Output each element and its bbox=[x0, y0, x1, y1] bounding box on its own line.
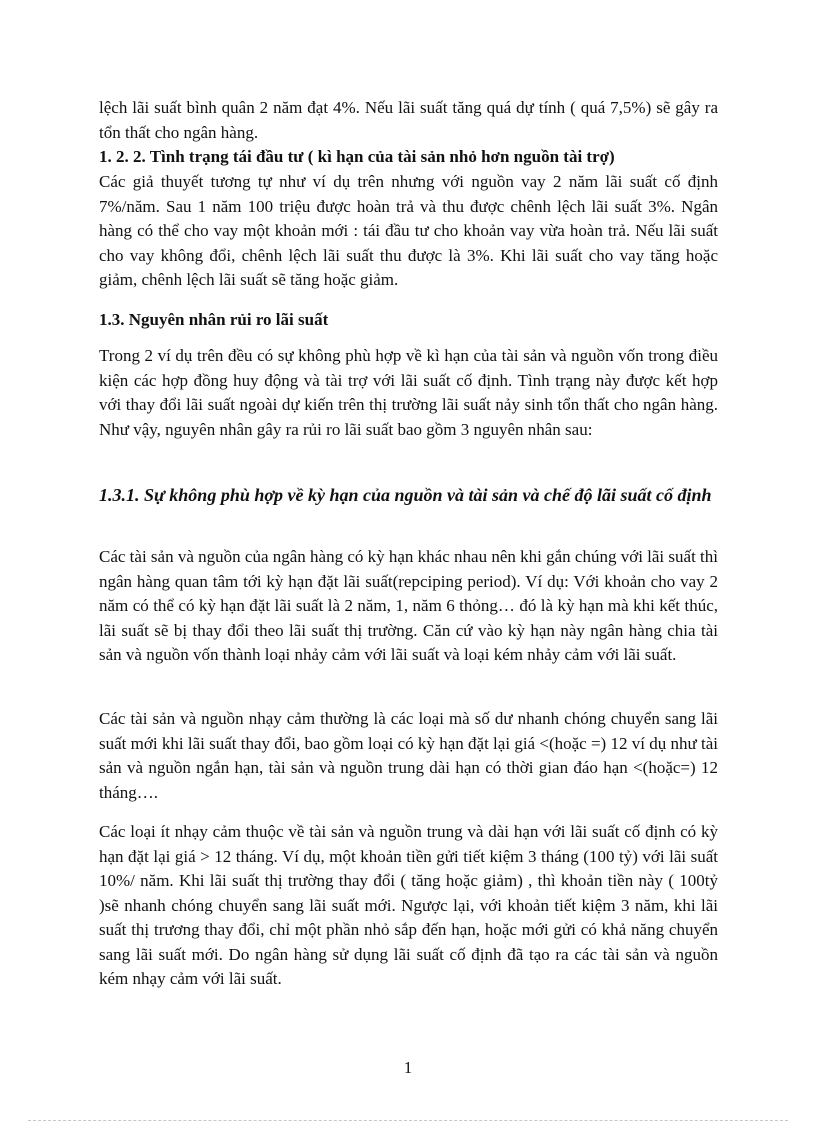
paragraph-repricing: Các tài sản và nguồn của ngân hàng có kỳ hạn khác nhau nên khi gắn chúng với lãi suất thì ngân hàng quan tâm tới kỳ hạn đặt lãi suất(repciping period). Ví dụ: Với khoản cho vay 2 năm có thể có kỳ hạn đặt lãi suất là 2 năm, 1, năm 6 thỏng… đó là kỳ hạn mà khi kết thúc, lãi suất sẽ bị thay đổi theo lãi suất thị trường. Căn cứ vào kỳ hạn này ngân hàng chia tài sản và nguồn vốn thành loại nhảy cảm với lãi suất và loại kém nhảy cảm với lãi suất. bbox=[99, 547, 718, 664]
paragraph-intro: lệch lãi suất bình quân 2 năm đạt 4%. Nếu lãi suất tăng quá dự tính ( quá 7,5%) sẽ gây ra tổn thất cho ngân hàng. bbox=[99, 98, 718, 142]
heading-1-2-2: 1. 2. 2. Tình trạng tái đầu tư ( kì hạn của tài sản nhỏ hơn nguồn tài trợ) bbox=[99, 147, 615, 166]
page-bottom-divider bbox=[28, 1120, 788, 1121]
paragraph-reinvestment: Các giả thuyết tương tự như ví dụ trên nhưng với nguồn vay 2 năm lãi suất cố định 7%/năm. Sau 1 năm 100 triệu được hoàn trả và thu được chênh lệch lãi suất 3%. Ngân hàng có thể cho vay một khoản mới : tái đầu tư cho khoản vay vừa hoàn trả. Nếu lãi suất cho vay không đổi, chênh lệch lãi suất thu được là 3%. Khi lãi suất cho vay tăng hoặc giảm, chênh lệch lãi suất sẽ tăng hoặc giảm. bbox=[99, 172, 718, 289]
page-number: 1 bbox=[403, 1058, 413, 1077]
heading-1-3: 1.3. Nguyên nhân rủi ro lãi suất bbox=[99, 310, 329, 329]
paragraph-less-sensitive: Các loại ít nhạy cảm thuộc về tài sản và nguồn trung và dài hạn với lãi suất cố định có kỳ hạn đặt lại giá > 12 tháng. Ví dụ, một khoản tiền gửi tiết kiệm 3 tháng (100 tỷ) với lãi suất 10%/ năm. Khi lãi suất thị trường thay đổi ( tăng hoặc giảm) , thì khoản tiền này ( 100tỷ )sẽ nhanh chóng chuyển sang lãi suất mới. Ngược lại, với khoản tiết kiệm 3 năm, khi lãi suất thị trương thay đổi, chỉ một phần nhỏ sắp đến hạn, hoặc mới gửi có khả năng chuyển sang lãi suất mới. Do ngân hàng sử dụng lãi suất cố định đã tạo ra các tài sản và nguồn kém nhạy cảm với lãi suất. bbox=[99, 822, 718, 988]
paragraph-sensitive: Các tài sản và nguồn nhạy cảm thường là các loại mà số dư nhanh chóng chuyển sang lãi suất mới khi lãi suất thay đổi, bao gồm loại có kỳ hạn đặt lại giá <(hoặc =) 12 ví dụ như tài sản và nguồn ngắn hạn, tài sản và nguồn trung dài hạn có thời gian đáo hạn <(hoặc=) 12 tháng…. bbox=[99, 709, 718, 802]
paragraph-causes: Trong 2 ví dụ trên đều có sự không phù hợp về kì hạn của tài sản và nguồn vốn trong điều kiện các hợp đồng huy động và tài trợ với lãi suất cố định. Tình trạng này được kết hợp với thay đổi lãi suất ngoài dự kiến trên thị trường lãi suất nảy sinh tổn thất cho ngân hàng. Như vậy, nguyên nhân gây ra rủi ro lãi suất bao gồm 3 nguyên nhân sau: bbox=[99, 346, 718, 439]
heading-1-3-1: 1.3.1. Sự không phù hợp về kỳ hạn của nguồn và tài sản và chế độ lãi suất cố định bbox=[99, 485, 712, 505]
